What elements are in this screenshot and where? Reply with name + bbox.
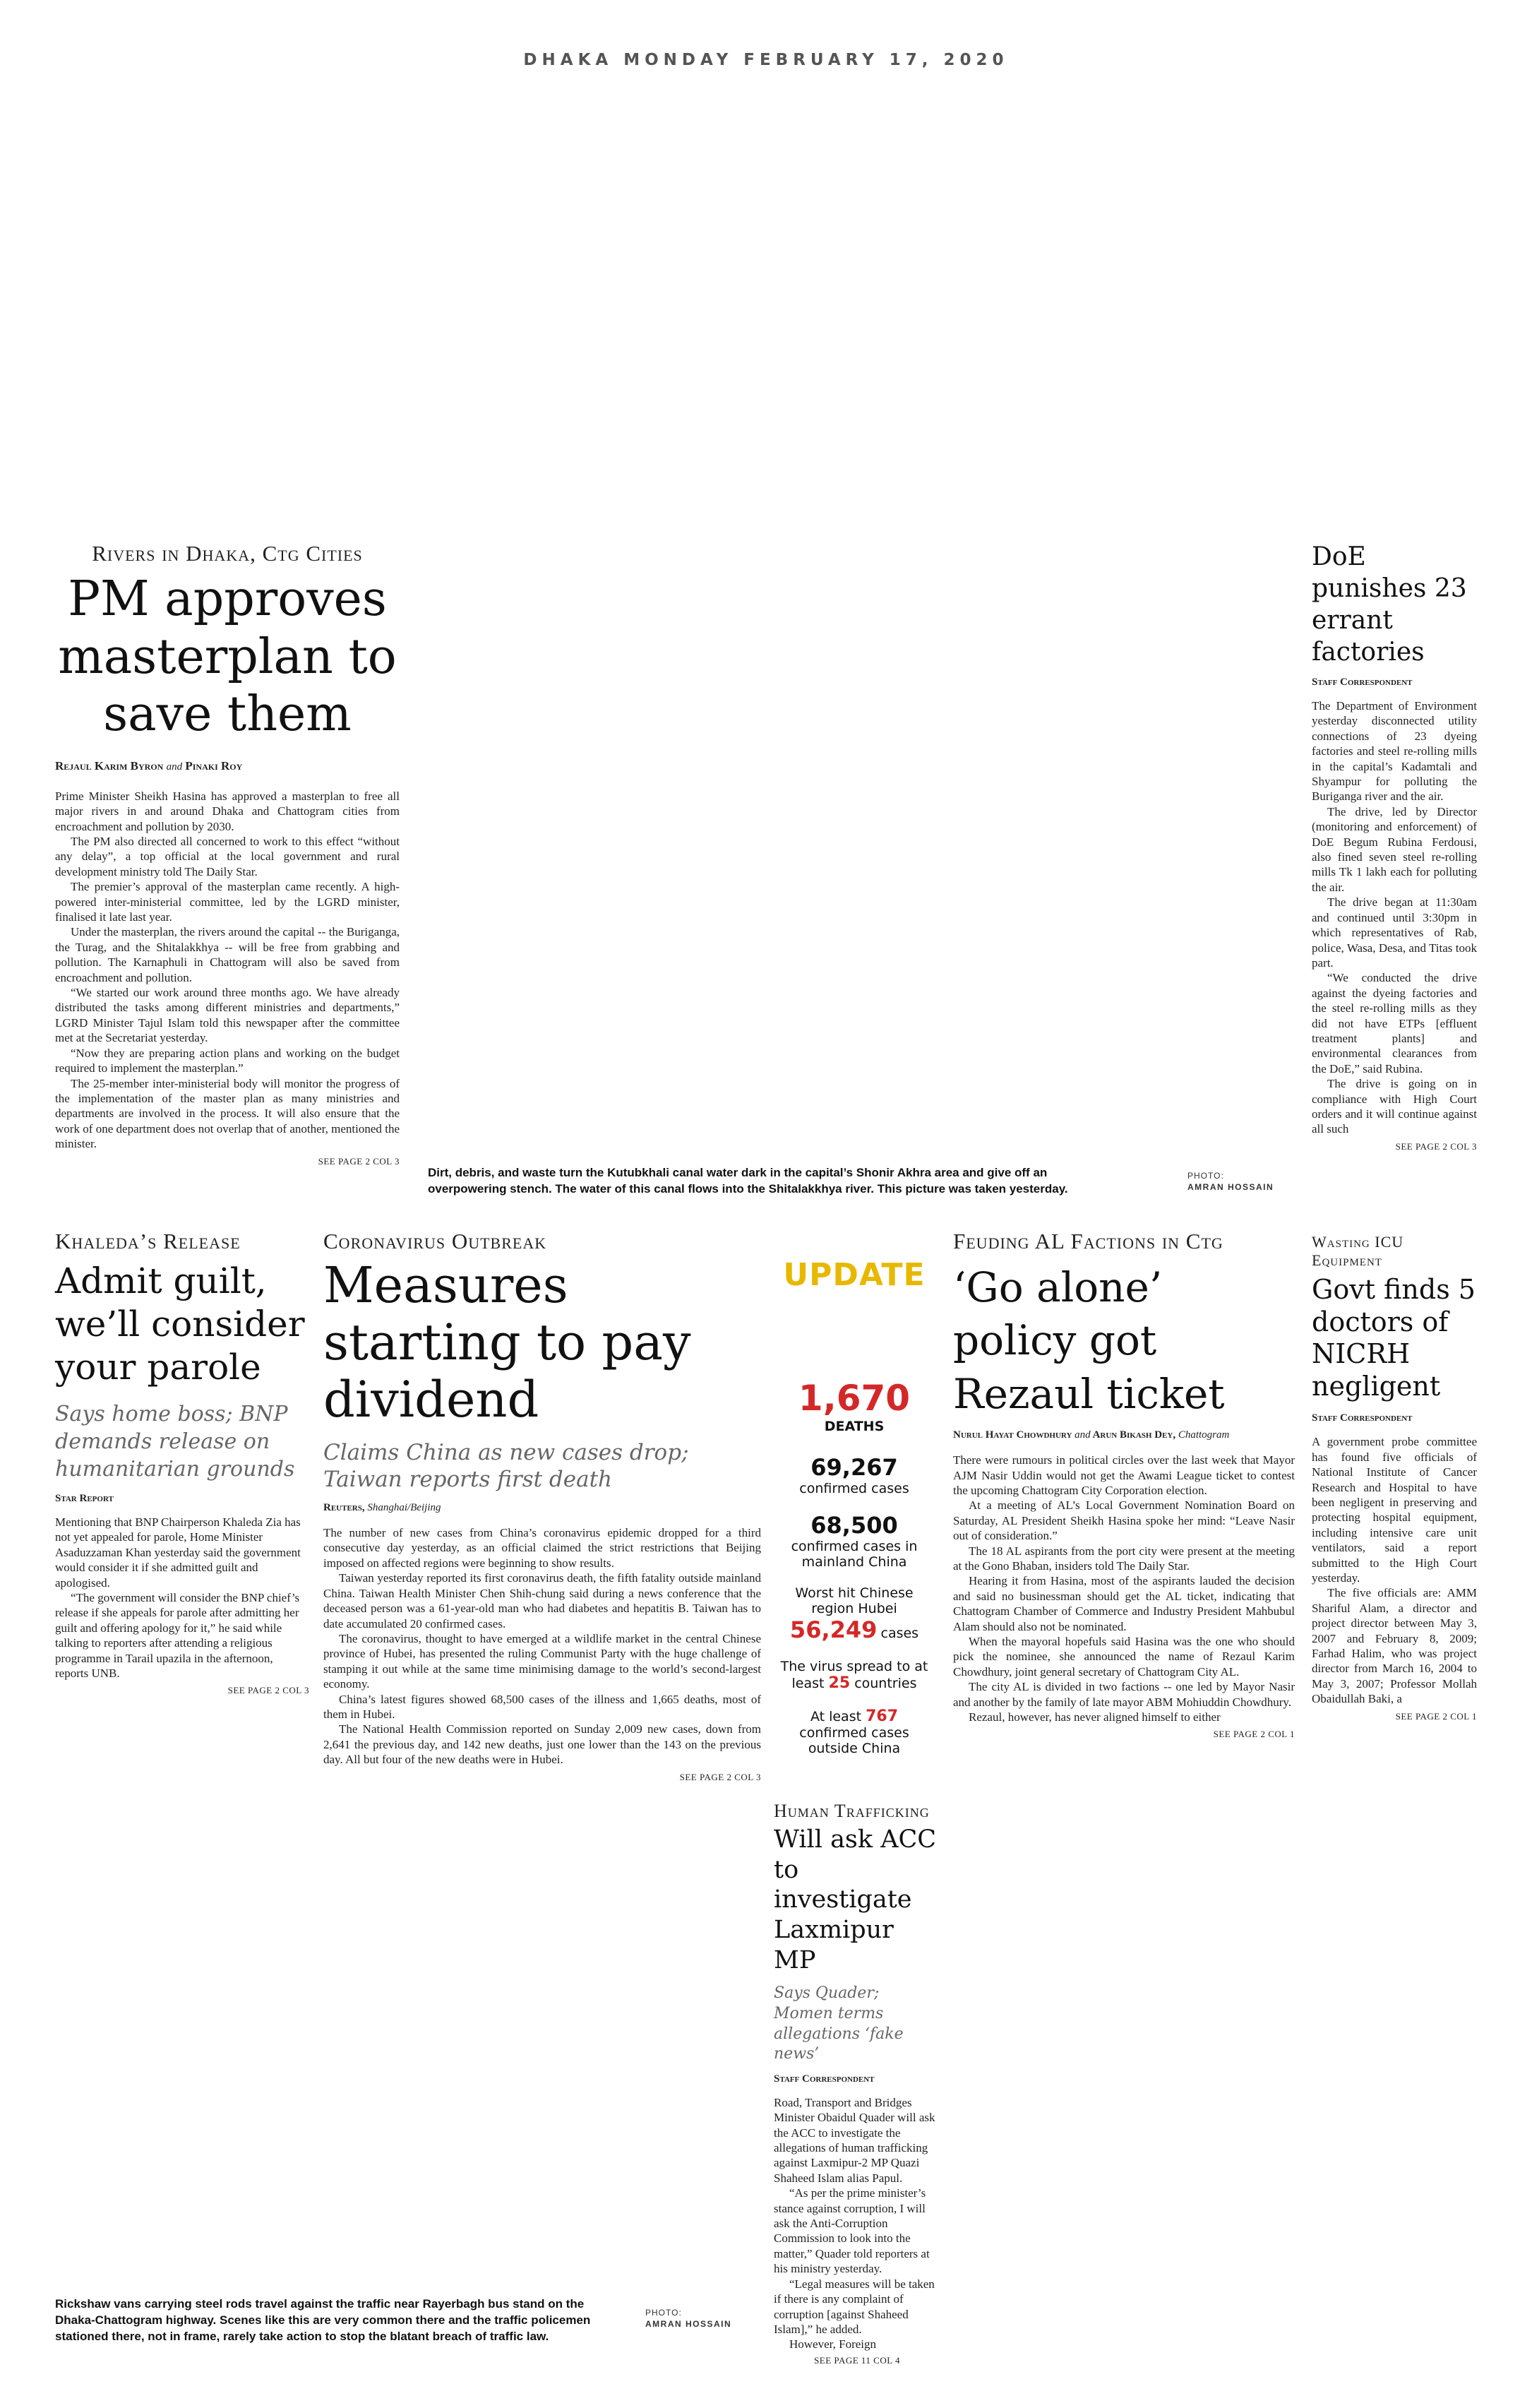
ctg-paragraph: When the mayoral hopefuls said Hasina was the one who should pick the nominee, she announced the name of Rezaul Karim Chowdhury, joint general secretary of Chattogram City AL. xyxy=(953,1635,1295,1679)
doe-byline: Staff Correspondent xyxy=(1312,676,1413,688)
top-photo-credit-label: PHOTO: xyxy=(1187,1171,1224,1181)
top-photo xyxy=(424,523,1278,1158)
spread-post: countries xyxy=(854,1676,917,1691)
rivers-paragraph: The premier’s approval of the masterplan came recently. A high-powered inter-ministerial committee, led by the LGRD minister, finalised it late last year. xyxy=(55,880,400,924)
icu-headline[interactable]: Govt finds 5 doctors of NICRH negligent xyxy=(1312,1274,1476,1402)
rivers-paragraph: Prime Minister Sheikh Hasina has approved a masterplan to free all major rivers in and around Dhaka and Chattogram cities from encroachment and pollution by 2030. xyxy=(55,789,400,833)
ctg-headline[interactable]: ‘Go alone’ policy got Rezaul ticket xyxy=(953,1263,1225,1418)
ctg-byline-a: Nurul Hayat Chowdhury xyxy=(953,1429,1072,1441)
mainland-stat xyxy=(777,1512,932,1570)
rivers-headline[interactable]: PM approves masterplan to save them xyxy=(58,571,397,743)
ctg-byline-dateline: Chattogram xyxy=(1178,1429,1230,1441)
hubei-figure xyxy=(777,1616,932,1643)
ctg-paragraph: The city AL is divided in two factions -- one led by Mayor Nasir and another by the family of late mayor ABM Mohiuddin Chowdhury. xyxy=(953,1680,1295,1709)
rivers-byline-and: and xyxy=(166,761,183,773)
rivers-paragraph: “Now they are preparing action plans and working on the budget required to implement the masterplan.” xyxy=(55,1046,400,1075)
update-label: UPDATE xyxy=(783,1257,926,1293)
khaleda-paragraph: Mentioning that BNP Chairperson Khaleda Zia has not yet appealed for parole, Home Minister Asaduzzaman Khan yesterday said the government would consider it if she admitted guilt and apologised. xyxy=(55,1515,301,1590)
ctg-paragraph: Hearing it from Hasina, most of the aspirants lauded the decision and said no businessman should get the AL ticket, indicating that Chattogram Chamber of Commerce and Industry President Mahbubul Alam should also not be nominated. xyxy=(953,1574,1295,1633)
trafficking-jump-link[interactable]: SEE PAGE 11 COL 4 xyxy=(814,2354,900,2366)
dateline: DHAKA MONDAY FEBRUARY 17, 2020 xyxy=(523,51,1009,69)
doe-paragraph: The Department of Environment yesterday disconnected utility connections of 23 dyeing factories and steel re-rolling mills in the capital’s Kadamtali and Shyampur for polluting the Buriganga river and the air. xyxy=(1312,699,1477,804)
rivers-byline-b: Pinaki Roy xyxy=(185,758,243,773)
bottom-photo xyxy=(55,1787,754,2295)
ctg-paragraph: Rezaul, however, has never aligned himself to either xyxy=(969,1710,1221,1724)
outside-value: 767 xyxy=(866,1707,899,1725)
corona-byline-agency: Reuters, xyxy=(323,1502,365,1514)
icu-jump-link[interactable]: SEE PAGE 2 COL 1 xyxy=(1395,1710,1477,1722)
icu-kicker: Wasting ICU Equipment xyxy=(1312,1233,1404,1269)
doe-paragraph: The drive began at 11:30am and continued until 3:30pm in which representatives of Rab, police, Wasa, Desa, and Titas took part. xyxy=(1312,895,1477,970)
ctg-jump-link[interactable]: SEE PAGE 2 COL 1 xyxy=(1213,1729,1295,1740)
corona-story xyxy=(323,1229,761,1783)
bottom-photo-credit-name xyxy=(645,2319,758,2330)
ctg-body xyxy=(953,1453,1295,1724)
confirmed-stat xyxy=(777,1454,932,1496)
icu-body xyxy=(1312,1434,1477,1706)
confirmed-value: 69,267 xyxy=(810,1454,898,1481)
trafficking-paragraph: “As per the prime minister’s stance against corruption, I will ask the Anti-Corruption Commission to look into the matter,” Quader told reporters at his ministry yesterday. xyxy=(774,2186,930,2276)
corona-paragraph: The National Health Commission reported on Sunday 2,009 new cases, down from 2,641 the previous day, and 142 new deaths, just one lower than the 143 on the previous day. All but four of the new deaths were in Hubei. xyxy=(323,1722,761,1767)
icu-paragraph: A government probe committee has found five officials of National Institute of Cancer Research and Hospital to have been negligent in preserving and protecting hospital equipment, including intensive care unit ventilators, said a report submitted to the High Court yesterday. xyxy=(1312,1435,1477,1585)
hubei-unit: cases xyxy=(880,1626,919,1641)
doe-paragraph: The drive is going on in compliance with High Court orders and it will continue against all such xyxy=(1312,1077,1477,1136)
khaleda-byline: Star Report xyxy=(55,1493,114,1504)
trafficking-paragraph: Road, Transport and Bridges Minister Obaidul Quader will ask the ACC to investigate the allegations of human trafficking against Laxmipur-2 MP Quazi Shaheed Islam alias Papul. xyxy=(774,2095,935,2185)
trafficking-paragraph: However, Foreign xyxy=(789,2337,877,2352)
trafficking-headline[interactable]: Will ask ACC to investigate Laxmipur MP xyxy=(774,1825,937,1974)
doe-headline[interactable]: DoE punishes 23 errant factories xyxy=(1312,542,1467,667)
trafficking-kicker: Human Trafficking xyxy=(774,1801,930,1821)
deaths-label: DEATHS xyxy=(824,1419,885,1434)
rivers-paragraph: The 25-member inter-ministerial body will monitor the progress of the implementation of the master plan as many ministries and departments are involved in the process. It will also ensure that the work of one department does not overlap that of another, mentioned the minister. xyxy=(55,1076,400,1151)
doe-story xyxy=(1312,541,1477,1152)
rivers-paragraph: Under the masterplan, the rivers around the capital -- the Buriganga, the Turag, and the Shitalakkhya -- will be free from grabbing and pollution. The Karnaphuli in Chattogram will also be saved from encroachment and pollution. xyxy=(55,925,400,984)
rivers-kicker: Rivers in Dhaka, Ctg Cities xyxy=(92,541,363,566)
icu-story xyxy=(1312,1233,1477,1722)
bottom-photo-credit-name-text: AMRAN HOSSAIN xyxy=(645,2318,732,2329)
rivers-paragraph: The PM also directed all concerned to work to this effect “without any delay”, a top official at the local government and rural development ministry told The Daily Star. xyxy=(55,835,400,878)
hubei-label: Worst hit Chinese region Hubei xyxy=(795,1585,914,1616)
corona-kicker: Coronavirus Outbreak xyxy=(323,1229,547,1253)
ctg-paragraph: The 18 AL aspirants from the port city were present at the meeting at the Gono Bhaban, insiders told The Daily Star. xyxy=(953,1544,1295,1573)
confirmed-label: confirmed cases xyxy=(799,1481,909,1496)
corona-byline-dateline: Shanghai/Beijing xyxy=(367,1502,441,1514)
ctg-story xyxy=(953,1229,1295,1740)
top-photo-caption: Dirt, debris, and waste turn the Kutubkhali canal water dark in the capital’s Shonir Akhra area and give off an overpowering stench. The water of this canal flows into the Shitalakkhya river. This picture was taken yesterday. xyxy=(428,1166,1068,1196)
rivers-byline-a: Rejaul Karim Byron xyxy=(55,758,164,773)
icu-paragraph: The five officials are: AMM Shariful Alam, a director and project director between May 3, 2007 and February 8, 2009; Farhad Halim, who was project director from March 16, 2004 to May 3, 2007; Professor Mollah Obaidullah Baki, a xyxy=(1312,1586,1477,1706)
ctg-paragraph: There were rumours in political circles over the last week that Mayor AJM Nasir Uddin would not get the Awami League ticket to contest the upcoming Chattogram City Corporation election. xyxy=(953,1453,1295,1497)
rivers-paragraph: “We started our work around three months ago. We have already distributed the tasks among different ministries and departments,” LGRD Minister Tajul Islam told this newspaper after the committee met at the Secretariat yesterday. xyxy=(55,986,400,1045)
bottom-photo-caption: Rickshaw vans carrying steel rods travel against the traffic near Rayerbagh bus stand on the Dhaka-Chattogram highway. Scenes like this are very common there and the traffic policemen stationed there, not in frame, rarely take action to stop the blatant breach of traffic law. xyxy=(55,2297,591,2343)
khaleda-subheadline: Says home boss; BNP demands release on humanitarian grounds xyxy=(55,1402,295,1482)
rivers-story xyxy=(55,541,400,1167)
trafficking-body xyxy=(774,2095,940,2352)
corona-body xyxy=(323,1525,761,1768)
spread-pre: The virus spread to at least xyxy=(780,1659,928,1691)
khaleda-body xyxy=(55,1515,309,1681)
doe-paragraph: “We conducted the drive against the dyeing factories and the steel re-rolling mills as they did not have ETPs [effluent treatment plants] and environmental clearances from the DoE,” said Rubina. xyxy=(1312,971,1477,1075)
bottom-photo-credit xyxy=(645,2308,758,2330)
khaleda-story xyxy=(55,1229,309,1696)
rivers-byline xyxy=(55,759,400,773)
spread-value: 25 xyxy=(828,1674,851,1692)
icu-byline: Staff Correspondent xyxy=(1312,1412,1413,1424)
top-photo-credit-name-text: AMRAN HOSSAIN xyxy=(1187,1181,1274,1192)
trafficking-paragraph: “Legal measures will be taken if there is any complaint of corruption [against Shaheed Islam],” he added. xyxy=(774,2277,935,2336)
rivers-body xyxy=(55,789,400,1152)
trafficking-byline: Staff Correspondent xyxy=(774,2073,875,2085)
ctg-kicker: Feuding AL Factions in Ctg xyxy=(953,1229,1223,1253)
khaleda-headline[interactable]: Admit guilt, we’ll consider your parole xyxy=(55,1260,305,1388)
spread-stat xyxy=(777,1659,932,1692)
corona-paragraph: Taiwan yesterday reported its first coronavirus death, the fifth fatality outside mainland China. Taiwan Health Minister Chen Shih-chung said during a news conference that the deceased person was a 61-year-old man who had diabetes and hepatitis B. Taiwan has to date accumulated 20 confirmed cases. xyxy=(323,1571,761,1631)
ctg-byline-b: Arun Bikash Dey, xyxy=(1092,1429,1176,1441)
corona-jump-link[interactable]: SEE PAGE 2 COL 3 xyxy=(679,1771,761,1782)
trafficking-subheadline: Says Quader; Momen terms allegations ‘fake news’ xyxy=(774,1984,904,2063)
ctg-paragraph: At a meeting of AL’s Local Government Nomination Board on Saturday, AL President Sheikh Hasina spoke her mind: “Leave Nasir out of consideration.” xyxy=(953,1498,1295,1543)
corona-paragraph: The number of new cases from China’s coronavirus epidemic dropped for a third consecutive day yesterday, as an official claimed the strict restrictions that Beijing imposed on affected regions were beginning to show results. xyxy=(323,1526,761,1570)
deaths-stat xyxy=(777,1378,932,1434)
outside-post: confirmed cases outside China xyxy=(799,1725,909,1756)
corona-headline[interactable]: Measures starting to pay dividend xyxy=(323,1256,691,1429)
doe-body xyxy=(1312,698,1477,1137)
mainland-label: confirmed cases in mainland China xyxy=(791,1539,918,1570)
top-photo-credit-name xyxy=(1187,1182,1286,1193)
trafficking-story xyxy=(774,1801,940,2366)
khaleda-kicker: Khaleda’s Release xyxy=(55,1229,241,1253)
deaths-value: 1,670 xyxy=(798,1378,911,1419)
corona-paragraph: China’s latest figures showed 68,500 cases of the illness and 1,665 deaths, most of them in Hubei. xyxy=(323,1692,761,1721)
khaleda-paragraph: “The government will consider the BNP chief’s release if she appeals for parole after admitting her guilt and offering apology for it,” he said while talking to reporters after attending a religious programme in Tarail upazila in the afternoon, reports UNB. xyxy=(55,1591,300,1681)
doe-jump-link[interactable]: SEE PAGE 2 COL 3 xyxy=(1395,1140,1477,1152)
rivers-jump-link[interactable]: SEE PAGE 2 COL 3 xyxy=(318,1155,400,1167)
khaleda-jump-link[interactable]: SEE PAGE 2 COL 3 xyxy=(227,1685,309,1696)
bottom-photo-credit-label: PHOTO: xyxy=(645,2308,682,2318)
mainland-value: 68,500 xyxy=(810,1512,898,1539)
outside-stat xyxy=(777,1707,932,1756)
corona-subheadline: Claims China as new cases drop; Taiwan reports first death xyxy=(323,1439,689,1493)
doe-paragraph: The drive, led by Director (monitoring and enforcement) of DoE Begum Rubina Ferdousi, also fined seven steel re-rolling mills Tk 1 lakh each for polluting the air. xyxy=(1312,804,1477,894)
top-photo-credit xyxy=(1187,1171,1286,1193)
corona-paragraph: The coronavirus, thought to have emerged at a wildlife market in the central Chinese province of Hubei, has presented the ruling Communist Party with the huge challenge of stamping it out while at the same time minimising damage to the world’s second-largest economy. xyxy=(323,1631,761,1691)
hubei-stat xyxy=(777,1585,932,1643)
ctg-byline-and: and xyxy=(1075,1429,1091,1441)
corona-byline xyxy=(323,1502,761,1514)
update-sidebar xyxy=(777,1257,932,1756)
outside-pre: At least xyxy=(810,1709,862,1724)
hubei-value: 56,249 xyxy=(789,1616,878,1643)
ctg-byline xyxy=(953,1429,1295,1441)
